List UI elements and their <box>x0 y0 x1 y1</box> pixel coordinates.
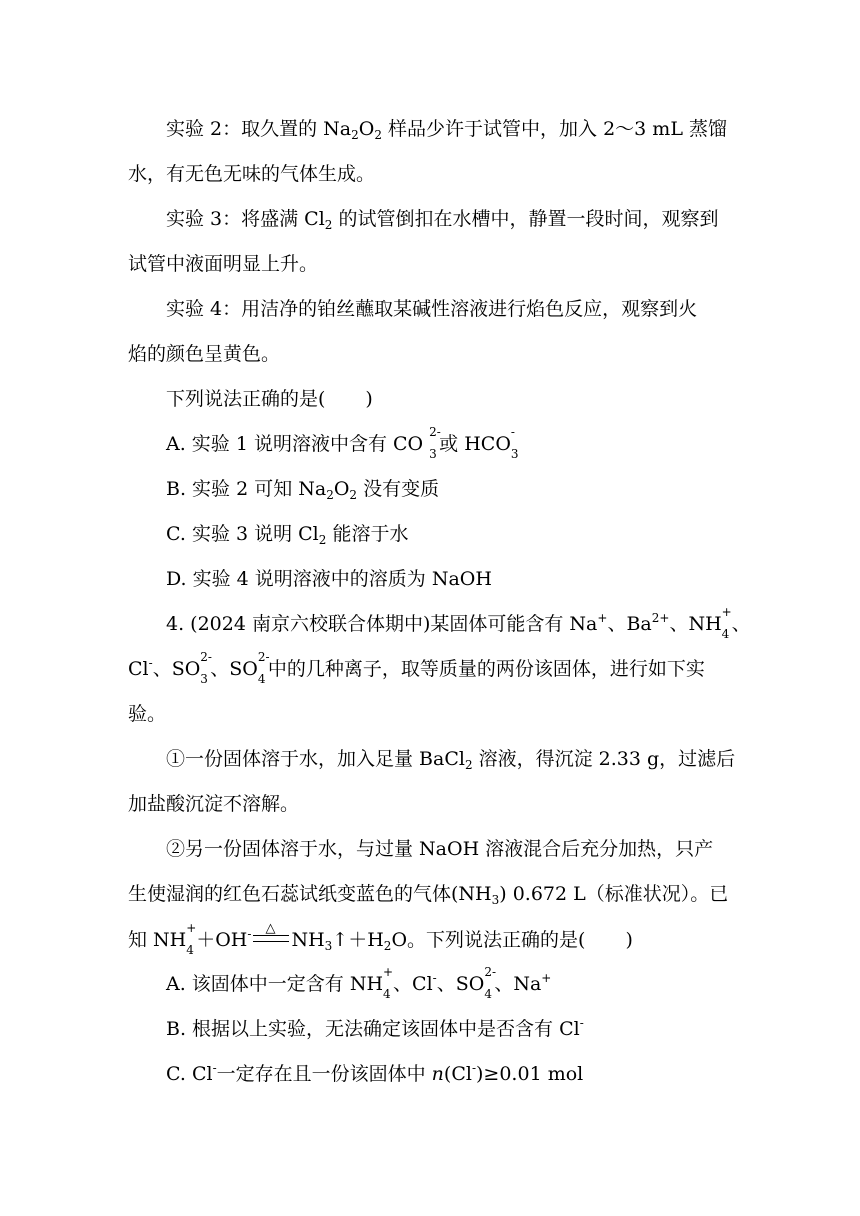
q3-option-a: A. 实验 1 说明溶液中含有 CO 2- 3 或 HCO - 3 <box>166 425 519 461</box>
q4-option-b: B. 根据以上实验，无法确定该固体中是否含有 Cl- <box>166 1016 584 1040</box>
q3-stem: 下列说法正确的是( ) <box>166 388 373 410</box>
q4-step2-line-2: 生使湿润的红色石蕊试纸变蓝色的气体$(NH_3)$ 0.672 L（标准状况）。已 <box>128 883 729 907</box>
q4-option-a: A. 该固体中一定含有 NH + 4 、Cl-、SO 2- 4 、Na+ <box>166 965 552 1001</box>
exp3-line-2: 试管中液面明显上升。 <box>128 253 319 275</box>
q3-option-d: D. 实验 4 说明溶液中的溶质为 NaOH <box>166 568 492 590</box>
exp4-line-2: 焰的颜色呈黄色。 <box>128 343 281 365</box>
exp3-line-1: 实验 3：将盛满 $Cl_2$ 的试管倒扣在水槽中，静置一段时间，观察到 <box>166 208 719 232</box>
q4-stem-line-3: 验。 <box>128 703 167 725</box>
q4-stem-line-1: 4. (2024 南京六校联合体期中)某固体可能含有 Na+、$Ba^{2+}$、NH + 4 、 <box>166 605 751 641</box>
exp2-line-2: 水，有无色无味的气体生成。 <box>128 163 376 185</box>
q4-stem-line-2: Cl-、SO 2- 3 、SO 2- 4 中的几种离子，取等质量的两份该固体，进行如下实 <box>128 650 705 686</box>
q4-step1-line-2: 加盐酸沉淀不溶解。 <box>128 793 300 815</box>
exp4-line-1: 实验 4：用洁净的铂丝蘸取某碱性溶液进行焰色反应，观察到火 <box>166 298 698 320</box>
q4-option-c: C. Cl-一定存在且一份该固体中 n(Cl-)≥0.01 mol <box>166 1061 584 1085</box>
heat-reaction-arrow: △ <box>251 926 291 948</box>
q4-step1-line-1: ①一份固体溶于水，加入足量 BaCl$_2$ 溶液，得沉淀 2.33 g，过滤后 <box>166 748 736 772</box>
q4-step2-line-3: 知 NH + 4 ＋OH- △ $NH_3↑+H_2O$。下列说法正确的是( ) <box>128 921 633 957</box>
q3-option-c: C. 实验 3 说明 $Cl_2$ 能溶于水 <box>166 523 409 547</box>
exp2-line-1: 实验 2：取久置的 $Na_2O_2$ 样品少许于试管中，加入 2～3 mL 蒸馏 <box>166 118 727 142</box>
q3-option-b: B. 实验 2 可知 $Na_2O_2$ 没有变质 <box>166 478 440 502</box>
q4-step2-line-1: ②另一份固体溶于水，与过量 NaOH 溶液混合后充分加热，只产 <box>166 838 714 860</box>
